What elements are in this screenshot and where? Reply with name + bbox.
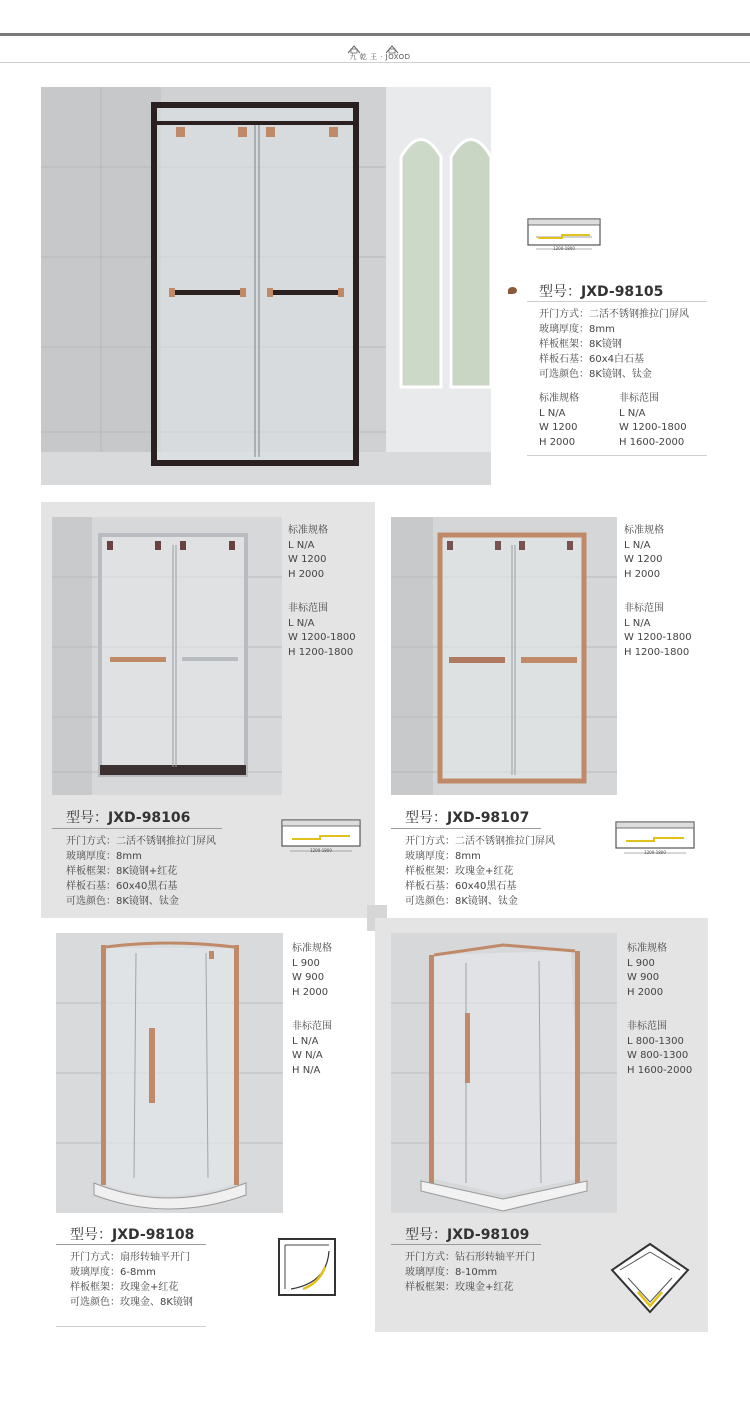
spec-list-98107	[405, 834, 555, 909]
title-rule	[391, 828, 541, 829]
spec-list-98106	[66, 834, 216, 909]
std-line: W 900	[292, 972, 325, 983]
standard-size-98105	[539, 392, 579, 450]
title-rule	[56, 1244, 206, 1245]
product-photo-98109	[391, 933, 617, 1213]
bullet-icon	[508, 287, 517, 294]
std-line: W 1200	[624, 554, 663, 565]
nonstd-line: W 1200-1800	[619, 422, 687, 433]
section-rule	[527, 455, 707, 456]
nonstandard-range-98107	[624, 602, 692, 660]
spec-line: 玻璃厚度：8mm	[539, 324, 615, 335]
spec-line: 样板石基：60x40黑石基	[66, 881, 178, 892]
spec-line: 样板框架：玫瑰金+红花	[405, 866, 514, 877]
product-title-98106: 型号：JXD-98106	[66, 810, 191, 826]
nonstandard-range-98105	[619, 392, 687, 450]
nonstd-line: L N/A	[288, 617, 315, 629]
spec-list-98105	[539, 307, 689, 382]
spec-list-98109	[405, 1250, 535, 1295]
spec-line: 可选颜色：8K镜钢、钛金	[405, 896, 518, 907]
standard-size-title: 标准规格	[539, 393, 579, 404]
product-photo-98108	[56, 933, 283, 1213]
spec-line: 样板框架：8K镜钢+红花	[66, 866, 178, 877]
section-rule	[56, 1326, 206, 1327]
product-title-98109: 型号：JXD-98109	[405, 1227, 530, 1243]
nonstandard-range-title: 非标范围	[624, 603, 664, 614]
nonstd-line: W 1200-1800	[624, 632, 692, 643]
spec-line: 可选颜色：8K镜钢、钛金	[539, 369, 652, 380]
standard-size-title: 标准规格	[292, 943, 332, 954]
standard-size-98108	[292, 942, 332, 1000]
std-line: L 900	[627, 957, 655, 969]
spec-list-98108	[70, 1250, 193, 1310]
std-line: H 2000	[292, 986, 329, 998]
floor-plan-98107	[614, 820, 696, 860]
nonstd-line: H 1200-1800	[624, 646, 690, 658]
title-rule	[52, 828, 222, 829]
spec-line: 可选颜色：玫瑰金、8K镜钢	[70, 1297, 193, 1308]
standard-size-98106	[288, 524, 328, 582]
spec-line: 开门方式：二活不锈钢推拉门屏风	[539, 309, 689, 320]
product-photo-98105	[41, 87, 491, 485]
spec-line: 开门方式：二活不锈钢推拉门屏风	[405, 836, 555, 847]
std-line: W 1200	[539, 422, 578, 433]
nonstandard-range-98108	[292, 1020, 332, 1078]
nonstandard-range-98106	[288, 602, 356, 660]
spec-line: 玻璃厚度：8-10mm	[405, 1267, 498, 1278]
std-line: H 2000	[624, 568, 661, 580]
spec-line: 玻璃厚度：8mm	[405, 851, 481, 862]
title-rule	[527, 301, 707, 302]
nonstandard-range-98109	[627, 1020, 692, 1078]
nonstd-line: L 800-1300	[627, 1035, 684, 1047]
spec-line: 样板框架：8K镜钢	[539, 339, 622, 350]
standard-size-98107	[624, 524, 664, 582]
brand-logo	[330, 40, 430, 62]
spec-line: 玻璃厚度：8mm	[66, 851, 142, 862]
nonstd-line: H N/A	[292, 1064, 321, 1076]
std-line: H 2000	[627, 986, 664, 998]
nonstd-line: W 1200-1800	[288, 632, 356, 643]
std-line: W 900	[627, 972, 660, 983]
spec-line: 开门方式：钻石形转轴平开门	[405, 1252, 535, 1263]
nonstd-line: H 1600-2000	[619, 436, 685, 448]
spec-line: 玻璃厚度：6-8mm	[70, 1267, 156, 1278]
spec-line: 样板框架：玫瑰金+红花	[70, 1282, 179, 1293]
header-bar	[0, 33, 750, 36]
nonstd-line: L N/A	[619, 407, 646, 419]
std-line: W 1200	[288, 554, 327, 565]
std-line: H 2000	[539, 436, 576, 448]
std-line: L N/A	[539, 407, 566, 419]
nonstd-line: L N/A	[292, 1035, 319, 1047]
nonstd-line: L N/A	[624, 617, 651, 629]
spec-line: 可选颜色：8K镜钢、钛金	[66, 896, 179, 907]
spec-line: 样板石基：60x40黑石基	[405, 881, 517, 892]
nonstd-line: H 1200-1800	[288, 646, 354, 658]
product-photo-98106	[52, 517, 282, 795]
standard-size-title: 标准规格	[288, 525, 328, 536]
standard-size-title: 标准规格	[624, 525, 664, 536]
nonstd-line: W N/A	[292, 1050, 323, 1061]
std-line: H 2000	[288, 568, 325, 580]
nonstandard-range-title: 非标范围	[288, 603, 328, 614]
plan-dimension-98105: 1200-1800	[553, 246, 575, 251]
floor-plan-98105	[526, 217, 602, 255]
spec-line: 开门方式：二活不锈钢推拉门屏风	[66, 836, 216, 847]
std-line: L 900	[292, 957, 320, 969]
logo-text: 九 乾 王 · JOXOD	[349, 53, 411, 61]
nonstd-line: H 1600-2000	[627, 1064, 693, 1076]
product-title-98105: 型号：JXD-98105	[539, 284, 664, 300]
floor-plan-98109	[608, 1240, 692, 1316]
nonstandard-range-title: 非标范围	[619, 393, 659, 404]
header-divider	[0, 62, 750, 63]
spec-line: 开门方式：扇形转轴平开门	[70, 1252, 190, 1263]
nonstandard-range-title: 非标范围	[292, 1021, 332, 1032]
std-line: L N/A	[288, 539, 315, 551]
standard-size-98109	[627, 942, 667, 1000]
product-title-98108: 型号：JXD-98108	[70, 1227, 195, 1243]
product-photo-98107	[391, 517, 617, 795]
spec-line: 样板框架：玫瑰金+红花	[405, 1282, 514, 1293]
spec-line: 样板石基：60x4白石基	[539, 354, 645, 365]
standard-size-title: 标准规格	[627, 943, 667, 954]
nonstd-line: W 800-1300	[627, 1050, 689, 1061]
product-title-98107: 型号：JXD-98107	[405, 810, 530, 826]
nonstandard-range-title: 非标范围	[627, 1021, 667, 1032]
title-rule	[391, 1244, 541, 1245]
floor-plan-98108	[277, 1237, 337, 1299]
std-line: L N/A	[624, 539, 651, 551]
floor-plan-98106	[280, 818, 362, 858]
plan-dimension-98106: 1200-1800	[310, 848, 332, 853]
plan-dimension-98107: 1200-1800	[644, 850, 666, 855]
